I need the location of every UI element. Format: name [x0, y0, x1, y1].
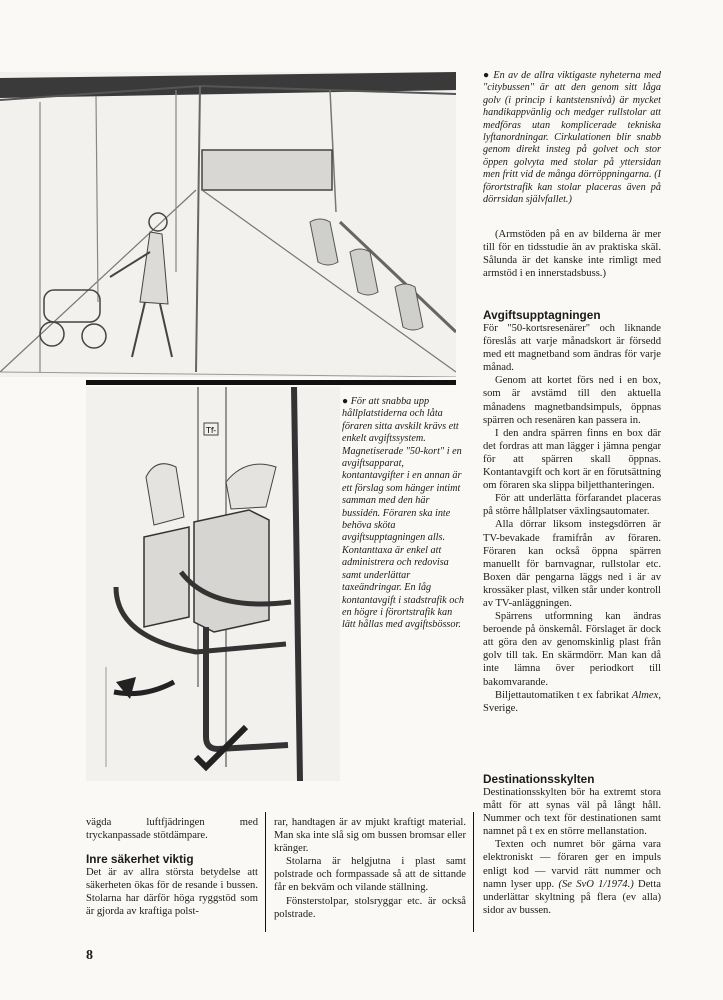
seat-paragraph: Stolarna är helgjutna i plast samt polstrade och formpassade så att de sittande får en bekväm och vilande ställning. [274, 856, 466, 894]
column-rule-right [473, 812, 474, 932]
column-rule-left [265, 812, 266, 932]
biljett-suffix: , Sverige. [483, 689, 661, 714]
continuation-text: vägda luftfjädringen med tryckanpassade stötdämpare. [86, 817, 258, 842]
avgift-paragraph: Genom att kortet förs ned i en box, som är avstämd till den aktuella månadens magnetbandsimpuls, öppnas spärren och resenären kan passera in. [483, 375, 661, 426]
avgift-heading: Avgiftsupptagningen [483, 308, 601, 322]
avgift-paragraph: Alla dörrar liksom instegsdörren är TV-bevakade framifrån av föraren. Föraren kan också öppna spärren manuellt för barnvagnar, rullstolar etc. Boxen där pengarna läggs ned i är av krossäker plast, vilken står under kontroll av TV-anläggningen. [483, 519, 661, 609]
destination-section [483, 772, 661, 917]
gate-sign-text: Tf- [206, 426, 217, 435]
avgift-paragraph: För "50-kortsresenärer" och liknande föreslås att varje månadskort är försedd med ett magnetband som ändras för varje månad. [483, 323, 661, 374]
destination-ref: (Se SvO 1/1974.) [558, 878, 634, 890]
bus-interior-illustration [0, 72, 456, 377]
bottom-left-column [86, 816, 258, 919]
fare-gate-illustration [86, 387, 340, 781]
avgift-section [483, 308, 661, 715]
destination-paragraph: Destinationsskylten bör ha extremt stora mått för att synas väl på långt håll. Nummer och text för destinationen samt namnet på t ex en större mellanstation. [483, 787, 661, 838]
biljett-brand: Almex [631, 689, 659, 701]
bottom-middle-column [274, 816, 466, 921]
destination-heading: Destinationsskylten [483, 772, 595, 786]
page-number: 8 [86, 948, 93, 963]
biljett-prefix: Biljettautomatiken t ex fabrikat [495, 689, 629, 701]
avgift-paragraph: Spärrens utformning kan ändras beroende på önskemål. Förslaget är dock att göra den av genomskinlig plast från golv till tak. En skärmdörr. Man kan då inte lämna över periodkort till bakomvarande. [483, 611, 661, 688]
seat-paragraph: Fönsterstolpar, stolsryggar etc. är också polstrade. [274, 895, 466, 920]
avgift-paragraph: I den andra spärren finns en box där det fordras att man lägger i jämna pengar för att spärren skall öppnas. Kontantavgift och kort är en förutsättning om föraren ska slippa biljetthanteringen. [483, 427, 661, 492]
safety-paragraph: Det är av allra största betydelse att säkerheten ökas för de resande i bussen. Stolarna har därför höga ryggstöd som är gjorda av kraftiga polst- [86, 867, 258, 918]
biljett-paragraph [483, 689, 661, 715]
armrest-note-text: (Armstöden på en av bilderna är mer till för en tidsstudie än av praktiska skäl. Sålunda är det kanske inte rimligt med armstöd i en innerstadsbuss.) [483, 229, 661, 280]
destination-last-suffix: Detta underlättar skyltning på flera (ev alla) sidor av bussen. [483, 878, 661, 916]
avgift-paragraph: För att underlätta förfarandet placeras på större hållplatser växlingsautomater. [483, 493, 661, 518]
destination-paragraph-last [483, 838, 661, 917]
armrest-note [483, 228, 661, 280]
seat-paragraph: rar, handtagen är av mjukt kraftigt material. Man ska inte slå sig om bussen bromsar eller kränger. [274, 817, 466, 855]
illustration-divider [86, 380, 456, 385]
fare-system-caption: ● För att snabba upp hållplatstiderna och låta föraren sitta avskilt krävs ett enkelt avgiftssystem. Magnetiserade "50-kort" i en avgiftsapparat, kontantavgifter i en annan är ett förslag som hänger intimt samman med den här bussidén. Föraren ska inte behöva sköta avgiftsupptagningen alls. Kontanttaxa är enkel att administrera och redovisa samt underlättar taxeändringar. En låg kontantavgift i stadstrafik och en högre i förortstrafik kan lätt hållas med avgiftsbössor. [342, 396, 464, 631]
citybus-caption: ● En av de allra viktigaste nyheterna med "citybussen" är att den genom sitt låga golv (i princip i kantstensnivå) är mycket handikappvänlig och medger rullstolar att medföras utan komplicerade tekniska lyftanordningar. Cirkulationen blir snabb genom direkt insteg på golvet och stor öppen golvyta med stolar på yttersidan men fritt vid de många dörröppningarna. (I förortstrafik kan stolar placeras även på dörrsidan självfallet.) [483, 70, 661, 206]
destination-last-prefix: Texten och numret bör gärna vara elektroniskt — föraren ger en impuls enligt kod — varvid rätt nummer och namn lyser upp. [483, 839, 661, 890]
safety-heading: Inre säkerhet viktig [86, 852, 194, 867]
